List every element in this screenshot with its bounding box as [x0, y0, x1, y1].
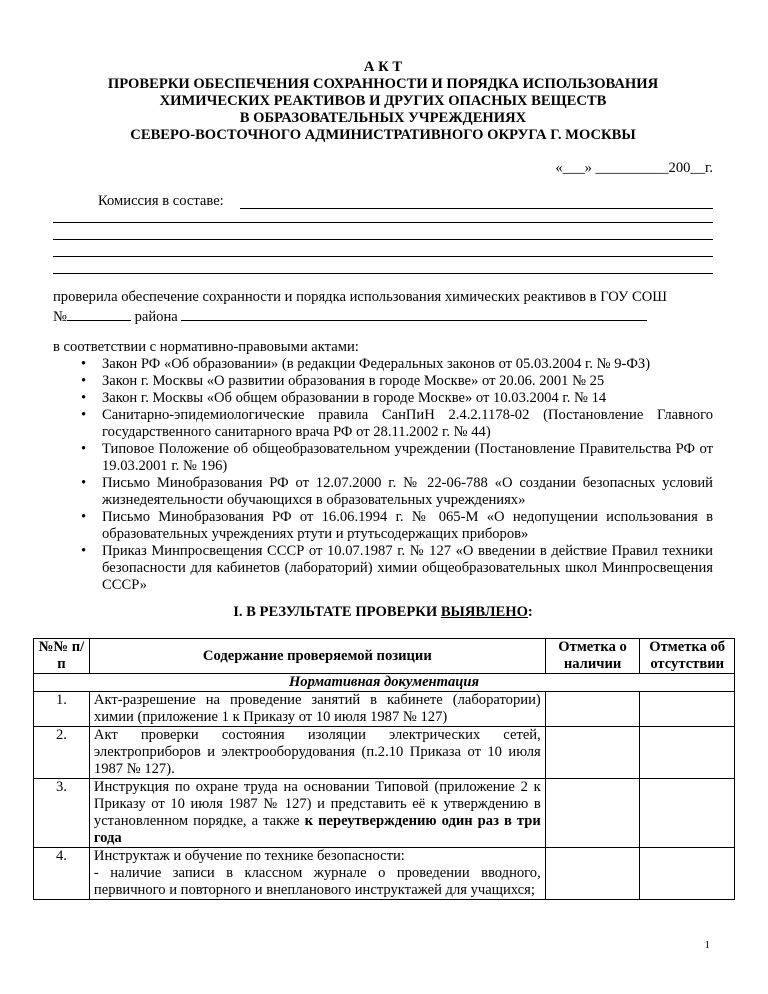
list-item: [53, 356, 713, 373]
bullet-icon: •: [81, 475, 87, 491]
bullet-icon: •: [81, 373, 87, 389]
table-row: [34, 848, 735, 900]
row-content-text: Инструктаж и обучение по технике безопасности:: [93, 848, 405, 864]
commission-label: Комиссия в составе:: [98, 193, 224, 209]
row-number: 1.: [34, 692, 90, 727]
absent-mark-cell[interactable]: [640, 692, 735, 727]
normative-acts-list: [53, 356, 713, 594]
bullet-icon: •: [81, 390, 87, 406]
section-label: Нормативная документация: [34, 674, 735, 692]
list-item: [53, 407, 713, 441]
row-number: 4.: [34, 848, 90, 900]
date-line: «___» __________200__г.: [555, 160, 713, 176]
bullet-icon: •: [81, 543, 87, 559]
school-number-blank: [67, 306, 131, 321]
row-number: 3.: [34, 779, 90, 848]
section-title-underlined: ВЫЯВЛЕНО: [440, 604, 528, 620]
row-content-bold: к переутверждению один раз в три года: [93, 813, 541, 846]
row-content: [89, 779, 545, 848]
list-item: [53, 475, 713, 509]
checked-text: проверила обеспечение сохранности и порядка использования химических реактивов в ГОУ СОШ: [53, 289, 667, 305]
check-table: [33, 638, 735, 900]
row-content-text-2: - наличие записи в классном журнале о проведении вводного, первичного и повторного и внепланового инструктажей для учащихся;: [93, 865, 541, 898]
list-item: [53, 543, 713, 594]
present-mark-cell[interactable]: [545, 779, 640, 848]
school-number-label: №: [53, 309, 67, 325]
title-line-3: ХИМИЧЕСКИХ РЕАКТИВОВ И ДРУГИХ ОПАСНЫХ ВЕЩЕСТВ: [159, 93, 607, 109]
bullet-icon: •: [81, 441, 87, 457]
row-content-text: Инструкция по охране труда на основании Типовой (приложение 2 к Приказу от 10 июля 1987 № 127) и представить её к утверждению в установленном порядке, а также: [93, 779, 541, 829]
list-item-text: Письмо Минобразования РФ от 16.06.1994 г. № 065-М «О недопущении использования в образовательных учреждениях ртути и ртутьсодержащих приборов»: [102, 509, 713, 542]
list-item-text: Закон г. Москвы «О развитии образования в городе Москве» от 20.06. 2001 № 25: [102, 373, 605, 389]
title-line-2: ПРОВЕРКИ ОБЕСПЕЧЕНИЯ СОХРАННОСТИ И ПОРЯДКА ИСПОЛЬЗОВАНИЯ: [107, 76, 659, 92]
title-line-5: СЕВЕРО-ВОСТОЧНОГО АДМИНИСТРАТИВНОГО ОКРУГА Г. МОСКВЫ: [130, 127, 636, 143]
present-mark-cell[interactable]: [545, 727, 640, 779]
table-section-row: [34, 674, 735, 692]
header-present: Отметка о наличии: [545, 639, 640, 674]
title-line-1: А К Т: [363, 59, 403, 75]
absent-mark-cell[interactable]: [640, 779, 735, 848]
section-title-prefix: I. В РЕЗУЛЬТАТЕ ПРОВЕРКИ: [233, 604, 441, 620]
accordance-text: в соответствии с нормативно-правовыми актами:: [53, 339, 359, 355]
list-item-text: Санитарно-эпидемиологические правила СанПиН 2.4.2.1178-02 (Постановление Главного государственного санитарного врача РФ от 28.11.2002 г. № 44): [102, 407, 713, 440]
list-item-text: Закон г. Москвы «Об общем образовании в городе Москве» от 10.03.2004 г. № 14: [102, 390, 607, 406]
school-line: [53, 306, 713, 326]
commission-fill-line: [240, 208, 713, 209]
district-blank: [181, 306, 647, 321]
document-title: [53, 59, 713, 144]
bullet-icon: •: [81, 509, 87, 525]
page-number: 1: [704, 939, 710, 951]
section-title-suffix: :: [527, 604, 533, 620]
present-mark-cell[interactable]: [545, 692, 640, 727]
table-row: [34, 727, 735, 779]
row-number: 2.: [34, 727, 90, 779]
blank-line: [53, 273, 713, 274]
list-item: [53, 509, 713, 543]
header-content: Содержание проверяемой позиции: [89, 639, 545, 674]
row-content: Акт проверки состояния изоляции электрических сетей, электроприборов и электрооборудования (п.2.10 Приказа от 10 июля 1987 № 127).: [89, 727, 545, 779]
present-mark-cell[interactable]: [545, 848, 640, 900]
list-item: [53, 373, 713, 390]
blank-line: [53, 222, 713, 223]
list-item-text: Письмо Минобразования РФ от 12.07.2000 г. № 22-06-788 «О создании безопасных условий жизнедеятельности обучающихся в образовательных учреждениях»: [102, 475, 713, 508]
list-item-text: Типовое Положение об общеобразовательном учреждении (Постановление Правительства РФ от 19.03.2001 г. № 196): [102, 441, 713, 474]
row-content: Акт-разрешение на проведение занятий в кабинете (лаборатории) химии (приложение 1 к Приказу от 10 июля 1987 № 127): [89, 692, 545, 727]
district-label: района: [134, 309, 178, 325]
bullet-icon: •: [81, 407, 87, 423]
blank-line: [53, 239, 713, 240]
absent-mark-cell[interactable]: [640, 727, 735, 779]
table-row: [34, 692, 735, 727]
list-item-text: Закон РФ «Об образовании» (в редакции Федеральных законов от 05.03.2004 г. № 9-ФЗ): [102, 356, 651, 372]
table-row: [34, 779, 735, 848]
list-item-text: Приказ Минпросвещения СССР от 10.07.1987 г. № 127 «О введении в действие Правил техники безопасности для кабинетов (лабораторий) химии общеобразовательных школ Минпросвещения СССР»: [102, 543, 713, 593]
row-content: [89, 848, 545, 900]
list-item: [53, 390, 713, 407]
header-num: №№ п/п: [34, 639, 90, 674]
header-absent: Отметка об отсутствии: [640, 639, 735, 674]
section-heading: [53, 604, 713, 621]
title-line-4: В ОБРАЗОВАТЕЛЬНЫХ УЧРЕЖДЕНИЯХ: [239, 110, 527, 126]
blank-line: [53, 256, 713, 257]
table-header-row: [34, 639, 735, 674]
bullet-icon: •: [81, 356, 87, 372]
absent-mark-cell[interactable]: [640, 848, 735, 900]
list-item: [53, 441, 713, 475]
